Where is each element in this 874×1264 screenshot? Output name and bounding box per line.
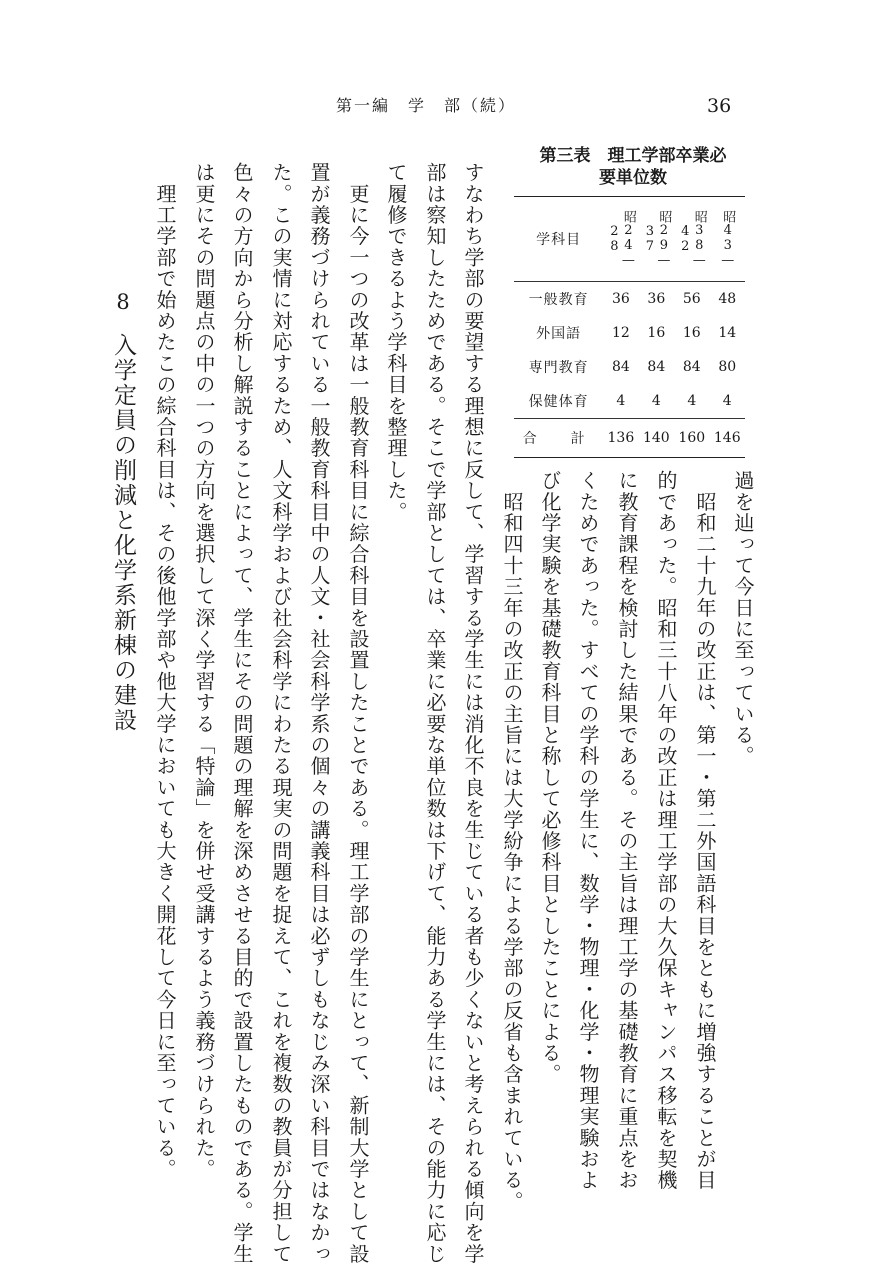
body-text-column: 的であった。昭和三十八年の改正は理工学部の大久保キャンパス移転を契機 <box>654 470 678 1191</box>
table-column-header: 昭43— <box>710 197 745 282</box>
body-text-column: 理工学部で始めたこの綜合科目は、その後他学部や他大学においても大きく開花して今日に至っている。 <box>153 162 177 1180</box>
body-text-column: すなわち学部の要望する理想に反して、学習する学生には消化不良を生じている者も少くないと考えられる傾向を学 <box>461 162 485 1264</box>
body-text-column: 昭和四十三年の改正の主旨には大学紛争による学部の反省も含まれている。 <box>500 470 524 1212</box>
section-number: 8 <box>116 290 130 314</box>
table-total-label: 合 計 <box>514 419 603 458</box>
table-column-header: 昭38—42 <box>674 197 709 282</box>
body-text-column: た。この実情に対応するため、人文科学および社会科学にわたる現実の問題を捉えて、これを複数の教員が分担して <box>269 162 293 1264</box>
body-text-column: 過を辿って今日に至っている。 <box>731 470 755 767</box>
table-cell-subject: 専門教育 <box>528 360 589 376</box>
body-text-column: 色々の方向から分析し解説することによって、学生にその問題の理解を深めさせる目的で設置したものである。学生 <box>230 162 254 1264</box>
table-cell: 16 <box>682 325 701 341</box>
table-cell: 84 <box>611 359 630 375</box>
running-header-title: 第一編 学 部（続） <box>336 96 517 115</box>
body-text-column: に教育課程を検討した結果である。その主旨は理工学の基礎教育に重点をお <box>615 470 639 1191</box>
table-title <box>517 145 749 189</box>
page-number: 36 <box>707 95 732 117</box>
table-cell: 4 <box>651 393 661 409</box>
body-text-column: び化学実験を基礎教育科目と称して必修科目としたことによる。 <box>538 470 562 1085</box>
body-text-column: くためであった。すべての学科の学生に、数学・物理・化学・物理実験およ <box>576 470 600 1191</box>
table-cell-subject: 外国語 <box>536 326 582 342</box>
body-text-column: は更にその問題点の中の一つの方向を選択して深く学習する「特論」を併せ受講するよう義務づけられた。 <box>192 162 216 1180</box>
table-row <box>514 350 745 384</box>
body-text-column: 昭和二十九年の改正は、第一・第二外国語科目をともに増強することが目 <box>693 470 717 1191</box>
table-cell: 4 <box>687 393 697 409</box>
body-text-column: て履修できるよう学科目を整理した。 <box>384 162 408 523</box>
table-cell: 80 <box>718 359 737 375</box>
table-total-cell: 160 <box>674 419 709 458</box>
table-row <box>514 384 745 419</box>
body-text-column: 部は察知したためである。そこで学部としては、卒業に必要な単位数は下げて、能力ある学生には、その能力に応じ <box>423 162 447 1264</box>
table-title-line2: 要単位数 <box>599 168 667 188</box>
table-cell-subject: 保健体育 <box>528 394 589 410</box>
body-text-column: 置が義務づけられている一般教育科目中の人文・社会科学系の個々の講義科目は必ずしもなじみ深い科目ではなかっ <box>307 162 331 1264</box>
table-cell: 4 <box>616 393 626 409</box>
table-total-cell: 140 <box>639 419 674 458</box>
body-text-column: 更に今一つの改革は一般教育科目に綜合科目を設置したことである。理工学部の学生にとって、新制大学として設 <box>346 162 370 1264</box>
table-cell: 84 <box>647 359 666 375</box>
table-title-line1: 第三表 理工学部卒業必 <box>539 146 727 166</box>
table-cell: 48 <box>718 291 737 307</box>
table-cell: 14 <box>718 325 737 341</box>
table-total-cell: 146 <box>710 419 745 458</box>
table-cell: 36 <box>611 291 630 307</box>
table-cell: 4 <box>722 393 732 409</box>
table-cell: 56 <box>682 291 701 307</box>
section-heading: 入学定員の削減と化学系新棟の建設 <box>110 333 136 733</box>
table-row <box>514 282 745 317</box>
table-cell: 36 <box>647 291 666 307</box>
table-row-header: 学科目 <box>514 197 603 282</box>
table-row <box>514 316 745 350</box>
table-total-cell: 136 <box>603 419 638 458</box>
table-cell: 16 <box>647 325 666 341</box>
table-column-header: 昭24—28 <box>603 197 638 282</box>
table-total-row <box>514 419 745 458</box>
table-cell: 84 <box>682 359 701 375</box>
table-cell-subject: 一般教育 <box>528 292 589 308</box>
table-column-header: 昭29—37 <box>639 197 674 282</box>
credits-table <box>514 196 745 458</box>
table-cell: 12 <box>611 325 630 341</box>
